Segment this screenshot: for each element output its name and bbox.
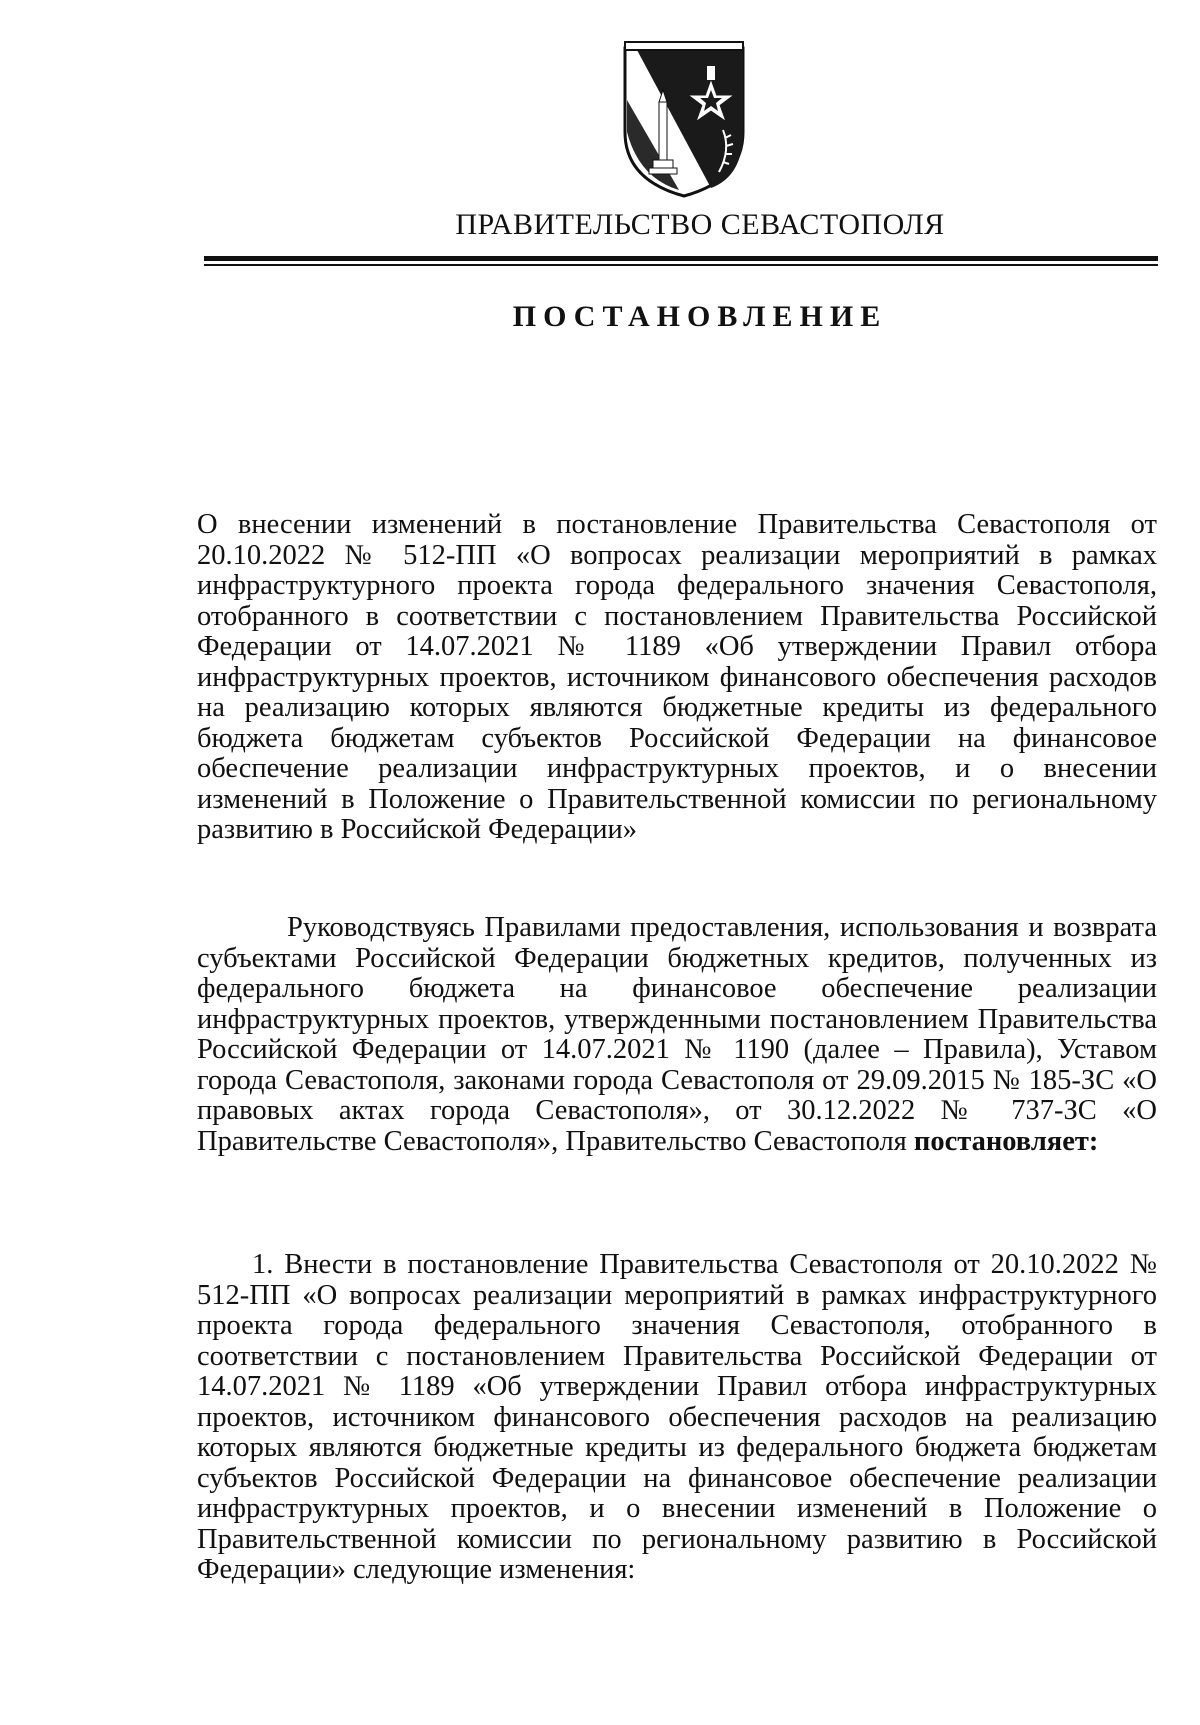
item-1-paragraph: 1. Внести в постановление Правительства Севастополя от 20.10.2022 № 512-ПП «О вопросах реализации мероприятий в рамках инфраструктурного проекта города федерального значения Севастополя, отобранного в соответствии с постановлением Правительства Российской Федерации от 14.07.2021 № 1189 «Об утверждении Правил отбора инфраструктурных проектов, источником финансового обеспечения расходов на реализацию которых являются бюджетные кредиты из федерального бюджета бюджетам субъектов Российской Федерации на финансовое обеспечение реализации инфраструктурных проектов, и о внесении изменений в Положение о Правительственной комиссии по региональному развитию в Российской Федерации» следующие изменения:: [197, 1249, 1157, 1585]
document-subject: О внесении изменений в постановление Правительства Севастополя от 20.10.2022 № 512-ПП «О вопросах реализации мероприятий в рамках инфраструктурного проекта города федерального значения Севастополя, отобранного в соответствии с постановлением Правительства Российской Федерации от 14.07.2021 № 1189 «Об утверждении Правил отбора инфраструктурных проектов, источником финансового обеспечения расходов на реализацию которых являются бюджетные кредиты из федерального бюджета бюджетам субъектов Российской Федерации на финансовое обеспечение реализации инфраструктурных проектов, и о внесении изменений в Положение о Правительственной комиссии по региональному развитию в Российской Федерации»: [197, 509, 1157, 845]
document-type: ПОСТАНОВЛЕНИЕ: [512, 300, 888, 333]
header-rule-thick: [204, 256, 1158, 261]
preamble-text: Руководствуясь Правилами предоставления, использования и возврата субъектами Российской Федерации бюджетных кредитов, полученных из федерального бюджета на финансовое обеспечение реализации инфраструктурных проектов, утвержденными постановлением Правительства Российской Федерации от 14.07.2021 № 1190 (далее – Правила), Уставом города Севастополя, законами города Севастополя от 29.09.2015 № 185-ЗС «О правовых актах города Севастополя», от 30.12.2022 № 737-ЗС «О Правительстве Севастополя», Правительство Севастополя: [197, 912, 1157, 1157]
decree-word: постановляет:: [913, 1125, 1099, 1157]
preamble-paragraph: [197, 913, 1157, 1157]
sevastopol-coat-of-arms-icon: [619, 40, 749, 200]
government-name: ПРАВИТЕЛЬСТВО СЕВАСТОПОЛЯ: [455, 208, 945, 241]
header-rule-thin: [204, 264, 1158, 266]
